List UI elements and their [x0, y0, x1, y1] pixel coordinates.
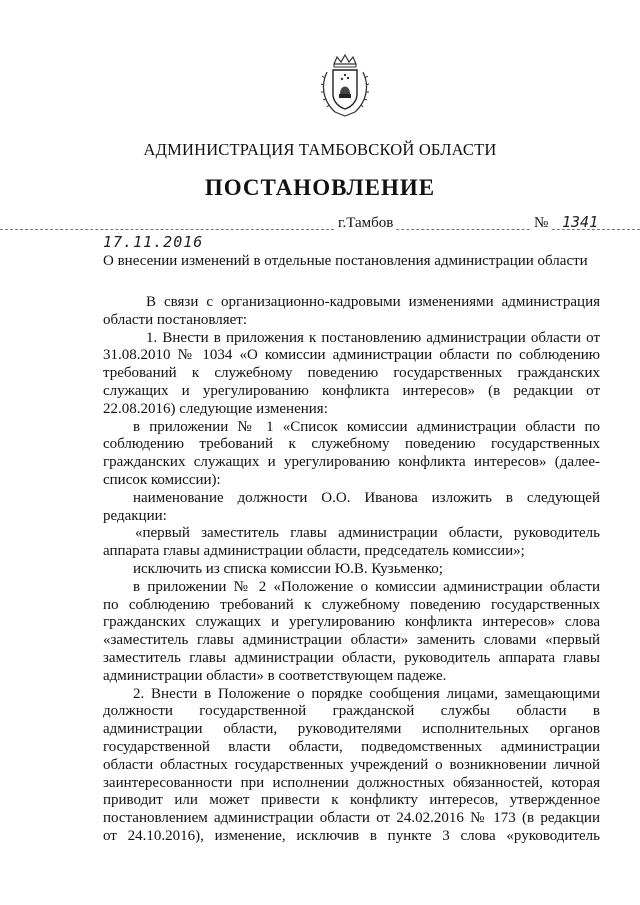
body-line: государственной власти области, подведомственных администрации [103, 738, 600, 755]
body-line: области областных государственных учреждений о возникновении личной [103, 756, 600, 773]
body-line: в приложении № 1 «Список комиссии администрации области по [133, 418, 600, 435]
body-line: редакции: [103, 507, 167, 524]
body-line: В связи с организационно-кадровыми изменениями администрация [146, 294, 600, 310]
document-subject: О внесении изменений в отдельные постановления администрации области [103, 253, 588, 269]
tambov-coat-of-arms-icon [318, 54, 372, 118]
document-type-title: ПОСТАНОВЛЕНИЕ [204, 175, 436, 200]
document-number-handwritten: 1341 [562, 213, 599, 231]
body-line: по соблюдению требований к служебному поведению государственных [103, 596, 600, 613]
body-line: требований к служебному поведению государственных гражданских [103, 365, 600, 382]
body-line: области постановляет: [103, 311, 248, 328]
body-line: наименование должности О.О. Иванова изложить в следующей [133, 489, 600, 506]
body-line: гражданских служащих и урегулированию конфликта интересов» слова [103, 614, 600, 631]
body-line: приводит или может привести к конфликту интересов, утвержденное [103, 792, 600, 809]
body-line: «заместитель главы администрации области» заменить словами «первый [103, 632, 600, 649]
document-date-handwritten: 17.11.2016 [103, 233, 204, 251]
body-line: администрации области» в соответствующем падеже. [103, 667, 447, 684]
body-line: администрации области, руководителями исполнительных органов [103, 721, 600, 738]
body-line: список комиссии): [103, 471, 221, 488]
body-line: служащих и урегулированию конфликта интересов» (в редакции от [103, 382, 600, 399]
body-line: гражданских служащих и урегулированию конфликта интересов» (далее- [103, 454, 600, 471]
coat-of-arms-emblem [318, 54, 372, 118]
organization-title: АДМИНИСТРАЦИЯ ТАМБОВСКОЙ ОБЛАСТИ [143, 140, 497, 159]
body-line: заместитель главы администрации области, руководитель аппарата главы [103, 649, 600, 666]
body-line: 31.08.2010 № 1034 «О комиссии администрации области по соблюдению [103, 347, 600, 364]
body-line: заинтересованности при исполнении должностных обязанностей, которая [103, 774, 600, 791]
body-line: должности государственной гражданской службы области в [103, 703, 600, 720]
body-line: 2. Внести в Положение о порядке сообщения лицами, замещающими [133, 685, 600, 702]
body-line: исключить из списка комиссии Ю.В. Кузьменко; [133, 560, 443, 577]
body-line: постановлением администрации области от 24.02.2016 № 173 (в редакции [103, 810, 600, 827]
city-label: г.Тамбов [338, 215, 394, 231]
body-line: 22.08.2016) следующие изменения: [103, 400, 328, 417]
body-line: «первый заместитель главы администрации области, руководитель [135, 525, 600, 542]
document-body [103, 294, 600, 846]
body-line: в приложении № 2 «Положение о комиссии администрации области [133, 578, 600, 595]
body-line: от 24.10.2016), изменение, исключив в пункте 3 слова «руководитель [103, 827, 600, 844]
body-line: соблюдению требований к служебному поведению государственных [103, 436, 600, 453]
body-line: 1. Внести в приложения к постановлению администрации области от [146, 329, 600, 346]
number-label: № [534, 215, 549, 231]
body-line: аппарата главы администрации области, председатель комиссии»; [103, 543, 525, 560]
